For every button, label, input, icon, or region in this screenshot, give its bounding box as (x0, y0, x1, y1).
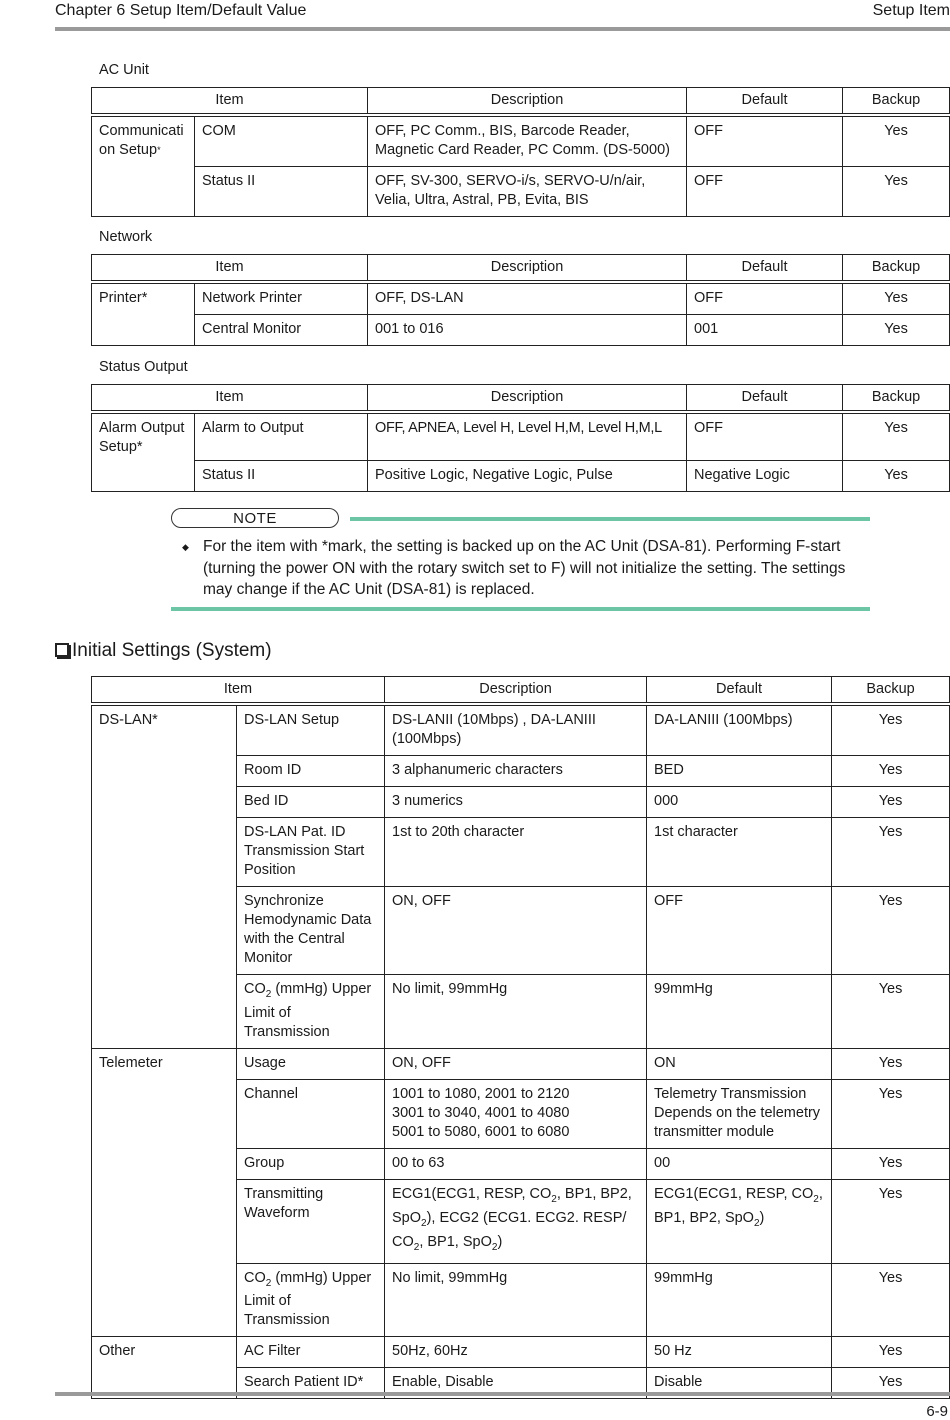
col-item: Item (92, 88, 368, 116)
group-cell (92, 115, 195, 217)
group-cell: Other (92, 1337, 237, 1399)
table-row (92, 412, 950, 460)
group-cell: Printer* (92, 282, 195, 346)
description-cell: ON, OFF (385, 887, 647, 975)
subscript: 2 (551, 1193, 557, 1205)
status-output-label: Status Output (99, 359, 188, 375)
table-row (92, 167, 950, 217)
item-cell: DS-LAN Pat. ID Transmission Start Position (237, 818, 385, 887)
col-backup: Backup (843, 385, 950, 413)
description-cell: OFF, SV-300, SERVO-i/s, SERVO-U/n/air, Velia, Ultra, Astral, PB, Evita, BIS (368, 167, 687, 217)
backup-cell: Yes (832, 975, 950, 1049)
col-description: Description (368, 88, 687, 116)
default-text: ECG1(ECG1, RESP, CO (654, 1185, 814, 1202)
description-line: 5001 to 5080, 6001 to 6080 (392, 1123, 570, 1140)
backup-cell: Yes (843, 412, 950, 460)
group-cell: DS-LAN* (92, 704, 237, 1048)
description-cell: ON, OFF (385, 1048, 647, 1079)
table-row (92, 1337, 950, 1368)
item-cell: Status II (195, 167, 368, 217)
description-cell: No limit, 99mmHg (385, 975, 647, 1049)
item-cell: Transmitting Waveform (237, 1179, 385, 1263)
backup-cell: Yes (832, 1048, 950, 1079)
backup-cell: Yes (832, 1179, 950, 1263)
chapter-header: Chapter 6 Setup Item/Default Value (55, 2, 307, 19)
default-cell (647, 1179, 832, 1263)
description-text: ) (497, 1233, 503, 1250)
description-cell: 50Hz, 60Hz (385, 1337, 647, 1368)
item-cell: Synchronize Hemodynamic Data with the Central Monitor (237, 887, 385, 975)
col-default: Default (647, 677, 832, 705)
default-cell: 001 (687, 315, 843, 346)
table-row (92, 1048, 950, 1079)
item-text: (mmHg) Upper Limit of Transmission (244, 981, 372, 1040)
network-label: Network (99, 229, 153, 245)
item-cell: Channel (237, 1079, 385, 1148)
status-output-table (91, 384, 950, 492)
co2-text: CO (244, 1269, 266, 1286)
initial-settings-table (91, 676, 950, 1399)
col-item: Item (92, 255, 368, 283)
default-cell: 99mmHg (647, 1263, 832, 1337)
table-row (92, 282, 950, 315)
default-cell: 99mmHg (647, 975, 832, 1049)
col-backup: Backup (832, 677, 950, 705)
default-cell: OFF (647, 887, 832, 975)
backup-cell: Yes (843, 282, 950, 315)
col-default: Default (687, 255, 843, 283)
item-cell: Bed ID (237, 787, 385, 818)
item-cell: Network Printer (195, 282, 368, 315)
default-cell: BED (647, 756, 832, 787)
note-bottom-bar (171, 607, 870, 611)
footer-rule (55, 1392, 950, 1396)
item-cell: COM (195, 115, 368, 167)
subscript: 2 (753, 1217, 760, 1229)
default-cell: OFF (687, 167, 843, 217)
note-text: For the item with *mark, the setting is backed up on the AC Unit (DSA-81). Performing F-start (turning the power ON with the rotary switch set to F) will not initialize the setting. The settings may change if the AC Unit (DSA-81) is replaced. (203, 538, 846, 598)
col-backup: Backup (843, 88, 950, 116)
table-row (92, 704, 950, 756)
backup-cell: Yes (832, 756, 950, 787)
table-header-row (92, 385, 950, 413)
group-label: Communicati on Setup (99, 123, 184, 158)
backup-cell: Yes (832, 1148, 950, 1179)
header-rule (55, 27, 950, 31)
col-description: Description (368, 385, 687, 413)
item-cell (237, 975, 385, 1049)
backup-cell: Yes (832, 1079, 950, 1148)
description-cell: DS-LANII (10Mbps) , DA-LANIII (100Mbps) (385, 704, 647, 756)
network-table (91, 254, 950, 346)
description-cell (385, 1179, 647, 1263)
description-line: 3001 to 3040, 4001 to 4080 (392, 1104, 570, 1121)
description-cell: OFF, DS-LAN (368, 282, 687, 315)
description-cell: Enable, Disable (385, 1368, 647, 1399)
backup-cell: Yes (832, 1368, 950, 1399)
description-text: ECG1(ECG1, RESP, CO (392, 1185, 552, 1202)
description-text: ), ECG2 (ECG1. ECG2. RESP/ CO (392, 1209, 627, 1250)
default-cell: Telemetry Transmission Depends on the telemetry transmitter module (647, 1079, 832, 1148)
subscript: 2 (421, 1217, 427, 1229)
subscript: 2 (413, 1241, 420, 1253)
table-header-row (92, 88, 950, 116)
bullet-icon: ◆ (182, 542, 189, 552)
default-cell: OFF (687, 282, 843, 315)
section-title (55, 640, 272, 662)
backup-mark: * (157, 145, 161, 155)
col-default: Default (687, 385, 843, 413)
item-cell: Central Monitor (195, 315, 368, 346)
col-description: Description (385, 677, 647, 705)
backup-cell: Yes (843, 460, 950, 491)
col-backup: Backup (843, 255, 950, 283)
description-line: 1001 to 1080, 2001 to 2120 (392, 1085, 570, 1102)
subscript: 2 (265, 988, 272, 1000)
description-cell: OFF, APNEA, Level H, Level H,M, Level H,M,L (368, 412, 687, 460)
default-cell: OFF (687, 115, 843, 167)
description-text: , BP1, BP2, SpO (392, 1185, 632, 1226)
section-header: Setup Item (872, 2, 950, 19)
description-cell: 00 to 63 (385, 1148, 647, 1179)
backup-cell: Yes (832, 1263, 950, 1337)
description-cell (385, 1079, 647, 1148)
table-row (92, 460, 950, 491)
default-cell: DA-LANIII (100Mbps) (647, 704, 832, 756)
col-item: Item (92, 677, 385, 705)
item-cell: Room ID (237, 756, 385, 787)
group-cell: Telemeter (92, 1048, 237, 1337)
note-top-bar (350, 517, 870, 521)
table-header-row (92, 677, 950, 705)
group-cell: Alarm Output Setup* (92, 412, 195, 491)
backup-cell: Yes (832, 787, 950, 818)
default-text: ) (759, 1209, 765, 1226)
default-cell: 00 (647, 1148, 832, 1179)
checkbox-icon (55, 643, 69, 657)
backup-cell: Yes (832, 818, 950, 887)
item-cell (237, 1263, 385, 1337)
description-text: , BP1, SpO (419, 1233, 492, 1250)
description-cell: 001 to 016 (368, 315, 687, 346)
default-cell: 1st character (647, 818, 832, 887)
default-text: , BP1, BP2, SpO (654, 1185, 823, 1226)
backup-cell: Yes (843, 315, 950, 346)
backup-cell: Yes (843, 167, 950, 217)
table-row (92, 315, 950, 346)
description-cell: 3 alphanumeric characters (385, 756, 647, 787)
item-cell: Alarm to Output (195, 412, 368, 460)
description-cell: 1st to 20th character (385, 818, 647, 887)
col-default: Default (687, 88, 843, 116)
default-cell: 50 Hz (647, 1337, 832, 1368)
backup-cell: Yes (832, 1337, 950, 1368)
subscript: 2 (813, 1193, 819, 1205)
item-text: (mmHg) Upper Limit of Transmission (244, 1269, 372, 1329)
item-cell: DS-LAN Setup (237, 704, 385, 756)
item-cell: Status II (195, 460, 368, 491)
default-cell: Negative Logic (687, 460, 843, 491)
default-cell: 000 (647, 787, 832, 818)
table-header-row (92, 255, 950, 283)
note-title: NOTE (171, 508, 339, 528)
page-number: 6-9 (926, 1403, 948, 1420)
col-item: Item (92, 385, 368, 413)
table-row (92, 115, 950, 167)
ac-unit-label: AC Unit (99, 62, 149, 78)
col-description: Description (368, 255, 687, 283)
subscript: 2 (265, 1277, 272, 1289)
subscript: 2 (491, 1241, 498, 1253)
default-cell: ON (647, 1048, 832, 1079)
description-cell: 3 numerics (385, 787, 647, 818)
default-cell: OFF (687, 412, 843, 460)
description-cell: Positive Logic, Negative Logic, Pulse (368, 460, 687, 491)
ac-unit-table (91, 87, 950, 217)
backup-cell: Yes (832, 887, 950, 975)
description-cell: No limit, 99mmHg (385, 1263, 647, 1337)
item-cell: AC Filter (237, 1337, 385, 1368)
description-cell: OFF, PC Comm., BIS, Barcode Reader, Magnetic Card Reader, PC Comm. (DS-5000) (368, 115, 687, 167)
section-title-text: Initial Settings (System) (72, 640, 272, 661)
item-cell: Group (237, 1148, 385, 1179)
item-cell: Usage (237, 1048, 385, 1079)
default-cell: Disable (647, 1368, 832, 1399)
item-cell: Search Patient ID* (237, 1368, 385, 1399)
backup-cell: Yes (832, 704, 950, 756)
co2-text: CO (244, 981, 266, 997)
backup-cell: Yes (843, 115, 950, 167)
